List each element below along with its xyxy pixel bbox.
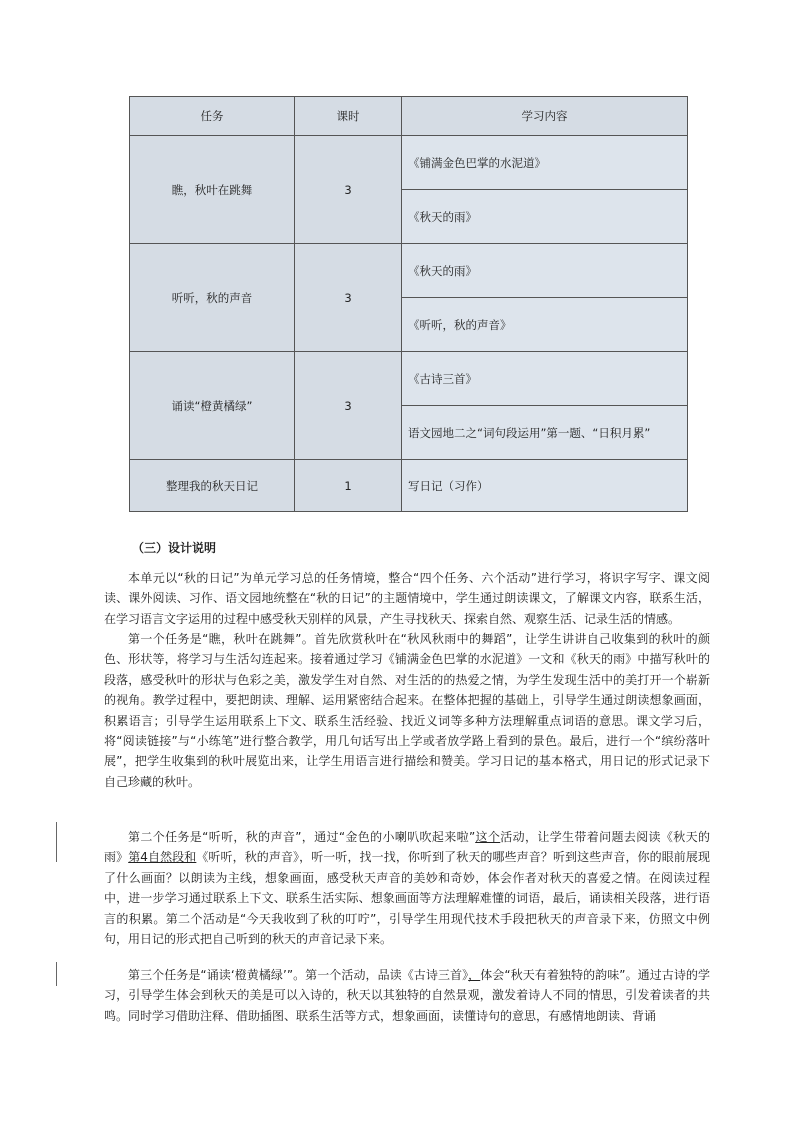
paragraph-text: 第三个任务是“诵读‘橙黄橘绿’”。第一个活动，品读《古诗三首》 <box>128 968 469 982</box>
content-cell: 语文园地二之“词句段运用”第一题、“日积月累” <box>402 406 688 460</box>
content-cell: 《秋天的雨》 <box>402 190 688 244</box>
task-cell: 诵读“橙黄橘绿” <box>130 352 295 460</box>
hours-cell: 3 <box>295 352 402 460</box>
paragraph-text: 第二个任务是“听听，秋的声音”，通过“金色的小喇叭吹起来啦” <box>128 830 476 844</box>
hours-cell: 3 <box>295 136 402 244</box>
table-row <box>130 460 688 512</box>
paragraph-task-two <box>104 827 710 949</box>
paragraph-text: 《听听，秋的声音》，听一听，找一找，你听到了秋天的哪些声音？听到这些声音，你的眼前展现了什么画面？以朗读为主线，想象画面，感受秋天声音的美妙和奇妙，体会作者对秋天的喜爱之情。在阅读过程中，进一步学习通过联系上下文、联系生活实际、想象画面等方法理解难懂的词语，最后，诵读相关段落，进行语言的积累。第二个活动是“今天我收到了秋的叮咛”，引导学生用现代技术手段把秋天的声音录下来，仿照文中例句，用日记的形式把自己听到的秋天的声音记录下来。 <box>104 850 710 947</box>
task-plan-table <box>129 96 688 512</box>
revised-text: ， <box>468 968 481 982</box>
hours-cell: 3 <box>295 244 402 352</box>
revised-text: 这个 <box>475 830 501 844</box>
revision-bar <box>56 962 57 986</box>
table-row <box>130 352 688 406</box>
content-cell: 《铺满金色巴掌的水泥道》 <box>402 136 688 190</box>
table-row <box>130 244 688 298</box>
paragraph-text: 活动，让学生带着问题去阅读《秋天的雨》 <box>104 830 710 865</box>
content-cell: 写日记（习作） <box>402 460 688 512</box>
header-content: 学习内容 <box>402 97 688 136</box>
paragraph-text: 体会“秋天有着独特的韵味”。通过古诗的学习，引导学生体会到秋天的美是可以入诗的，秋天以其独特的自然景观，激发着诗人不同的情思，引发着读者的共鸣。同时学习借助注释、借助插图、联系生活等方式，想象画面，读懂诗句的意思，有感情地朗读、背诵 <box>104 968 710 1023</box>
section-heading: （三）设计说明 <box>132 541 217 555</box>
task-cell: 听听，秋的声音 <box>130 244 295 352</box>
content-cell: 《秋天的雨》 <box>402 244 688 298</box>
table-header-row <box>130 97 688 136</box>
revised-text: 第4自然段和 <box>128 850 197 865</box>
task-cell: 瞧，秋叶在跳舞 <box>130 136 295 244</box>
hours-cell: 1 <box>295 460 402 512</box>
paragraph-task-three <box>104 965 710 1026</box>
header-task: 任务 <box>130 97 295 136</box>
content-cell: 《听听，秋的声音》 <box>402 298 688 352</box>
content-cell: 《古诗三首》 <box>402 352 688 406</box>
header-hours: 课时 <box>295 97 402 136</box>
paragraph-task-one: 第一个任务是“瞧，秋叶在跳舞”。首先欣赏秋叶在“秋风秋雨中的舞蹈”，让学生讲讲自己收集到的秋叶的颜色、形状等，将学习与生活勾连起来。接着通过学习《铺满金色巴掌的水泥道》一文和《秋天的雨》中描写秋叶的段落，感受秋叶的形状与色彩之美，激发学生对自然、对生活的的热爱之情，为学生发现生活中的美打开一个崭新的视角。教学过程中，要把朗读、理解、运用紧密结合起来。在整体把握的基础上，引导学生通过朗读想象画面，积累语言；引导学生运用联系上下文、联系生活经验、找近义词等多种方法理解重点词语的意思。课文学习后，将“阅读链接”与“小练笔”进行整合教学，用几句话写出上学或者放学路上看到的景色。最后，进行一个“缤纷落叶展”，把学生收集到的秋叶展览出来，让学生用语言进行描绘和赞美。学习日记的基本格式，用日记的形式记录下自己珍藏的秋叶。 <box>104 632 710 789</box>
paragraph-intro: 本单元以“秋的日记”为单元学习总的任务情境，整合“四个任务、六个活动”进行学习，将识字写字、课文阅读、课外阅读、习作、语文园地统整在“秋的日记”的主题情境中，学生通过朗读课文，了解课文内容，联系生活，在学习语言文字运用的过程中感受秋天别样的风景，产生寻找秋天、探索自然、观察生活、记录生活的情感。 <box>104 571 710 626</box>
task-cell: 整理我的秋天日记 <box>130 460 295 512</box>
table-row <box>130 136 688 190</box>
revision-bar <box>56 822 57 862</box>
